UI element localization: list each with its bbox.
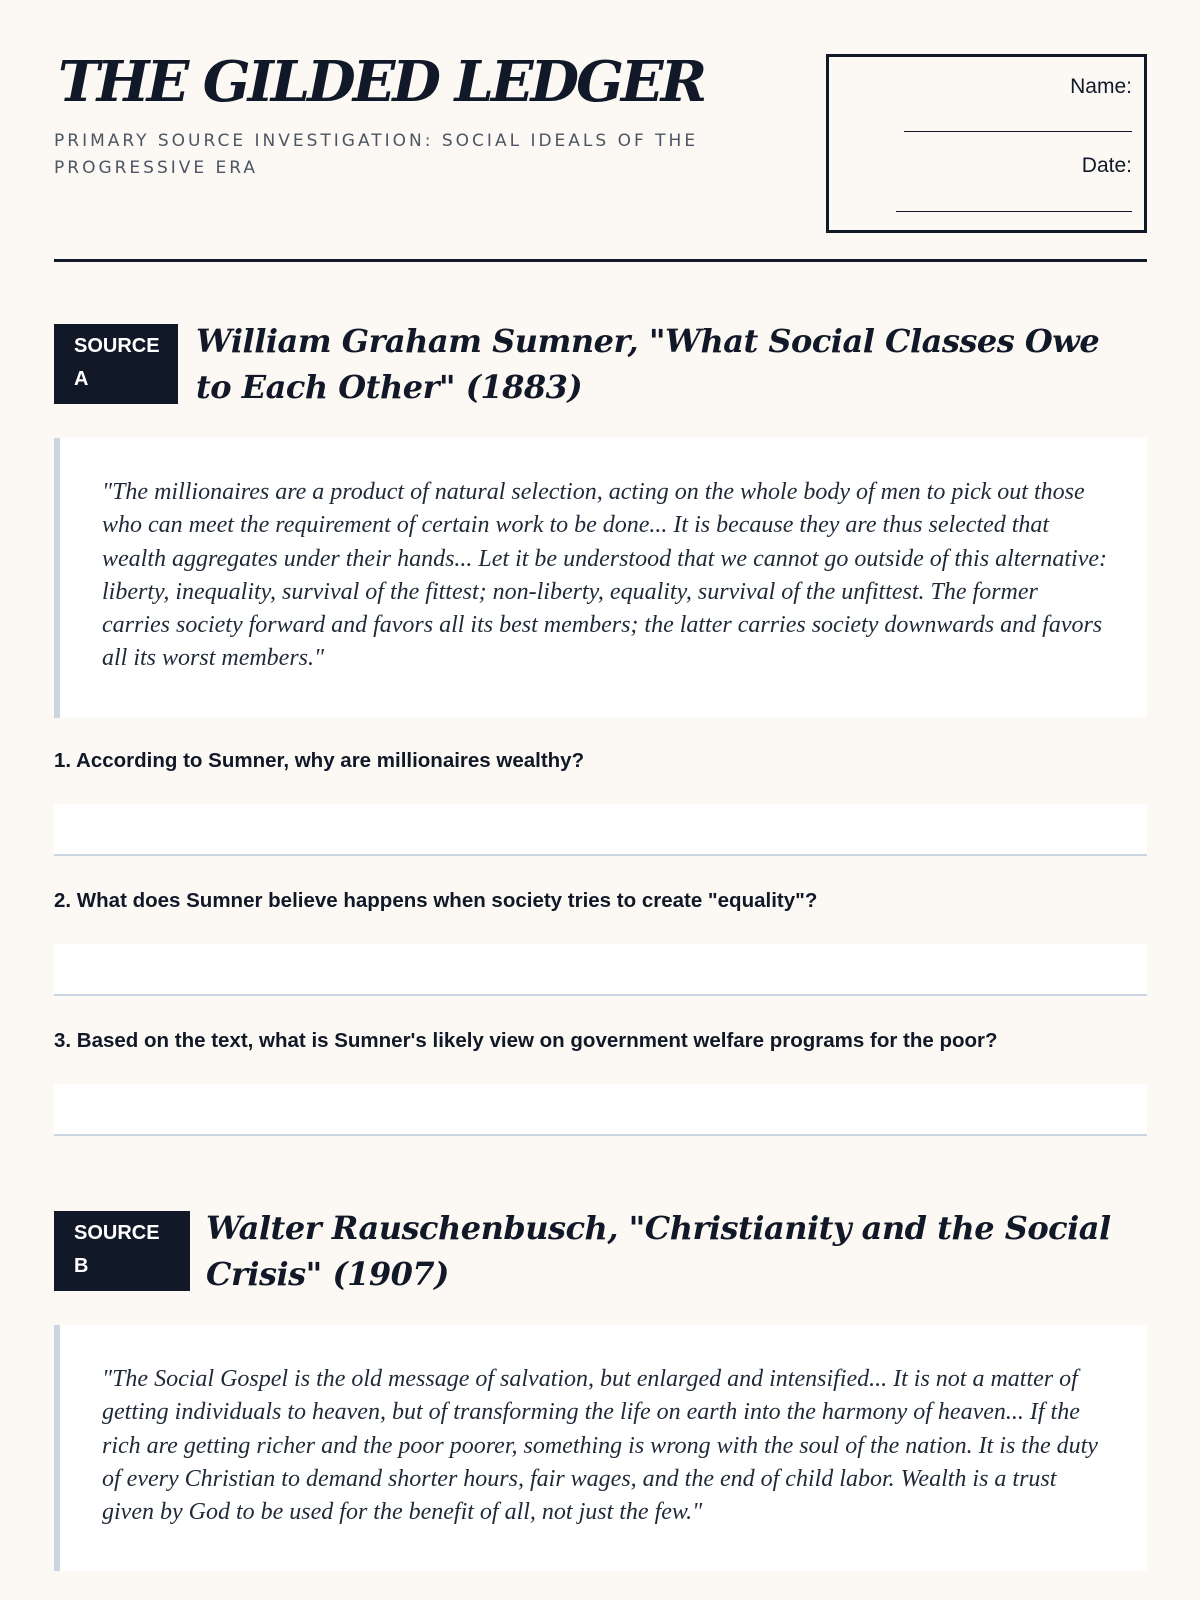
answer-field-2[interactable] [54,944,1147,996]
source-b-quote: "The Social Gospel is the old message of salvation, but enlarged and intensified... It is not a matter of getting individuals to heaven, but of transforming the life on earth into the harmony of heaven... If the rich are getting richer and the poor poorer, something is wrong with the soul of the nation. It is the duty of every Christian to demand shorter hours, fair wages, and the end of child labor. Wealth is a trust given by God to be used for the benefit of all, not just the few." [54,1325,1147,1571]
answer-field-3[interactable] [54,1084,1147,1136]
date-label: Date: [1081,154,1132,177]
name-field[interactable] [904,131,1132,132]
worksheet-page [54,0,1147,1526]
name-date-box [826,54,1147,233]
source-a-title: William Graham Sumner, "What Social Classes Owe to Each Other" (1883) [196,322,1100,406]
source-a-badge: SOURCE A [54,324,178,404]
question-2: 2. What does Sumner believe happens when society tries to create "equality"? [54,889,818,912]
page-subtitle: PRIMARY SOURCE INVESTIGATION: SOCIAL IDEALS OF THE PROGRESSIVE ERA [54,131,699,178]
worksheet-header [54,0,1147,262]
source-b-badge: SOURCE B [54,1211,190,1291]
page-title: THE GILDED LEDGER [58,49,705,115]
question-3: 3. Based on the text, what is Sumner's likely view on government welfare programs for the poor? [54,1029,998,1052]
source-a-quote: "The millionaires are a product of natural selection, acting on the whole body of men to pick out those who can meet the requirement of certain work to be done... It is because they are thus selected that wealth aggregates under their hands... Let it be understood that we cannot go outside of this alternative: liberty, inequality, survival of the fittest; non-liberty, equality, survival of the unfittest. The former carries society forward and favors all its best members; the latter carries society downwards and favors all its worst members." [54,438,1147,718]
name-label: Name: [1070,75,1132,98]
answer-field-1[interactable] [54,804,1147,856]
date-field[interactable] [896,211,1132,212]
question-1: 1. According to Sumner, why are millionaires wealthy? [54,749,585,772]
source-b-title: Walter Rauschenbusch, "Christianity and the Social Crisis" (1907) [206,1209,1111,1293]
